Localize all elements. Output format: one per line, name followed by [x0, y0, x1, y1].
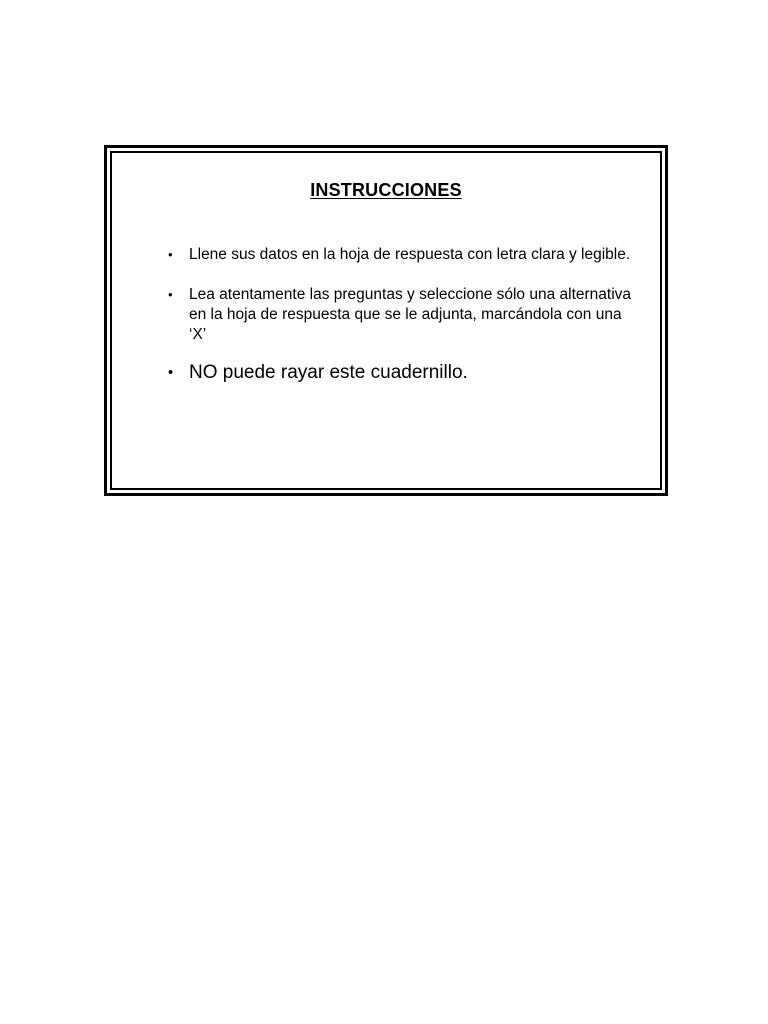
bullet-icon: • — [168, 287, 173, 302]
instruction-item — [168, 245, 640, 265]
instruction-text: NO puede rayar este cuadernillo. — [189, 362, 468, 383]
instruction-text: Llene sus datos en la hoja de respuesta con letra clara y legible. — [189, 246, 631, 263]
instructions-box — [104, 145, 668, 496]
instruction-text: Lea atentamente las preguntas y seleccione sólo una alternativa en la hoja de respuesta que se le adjunta, marcándola con una ‘X’ — [189, 286, 632, 343]
instructions-title: INSTRUCCIONES — [310, 180, 462, 200]
instruction-item — [168, 285, 640, 345]
instructions-box-inner — [110, 151, 662, 490]
instructions-list — [168, 245, 640, 385]
instruction-item — [168, 361, 640, 385]
bullet-icon: • — [168, 364, 174, 381]
bullet-icon: • — [168, 247, 173, 262]
